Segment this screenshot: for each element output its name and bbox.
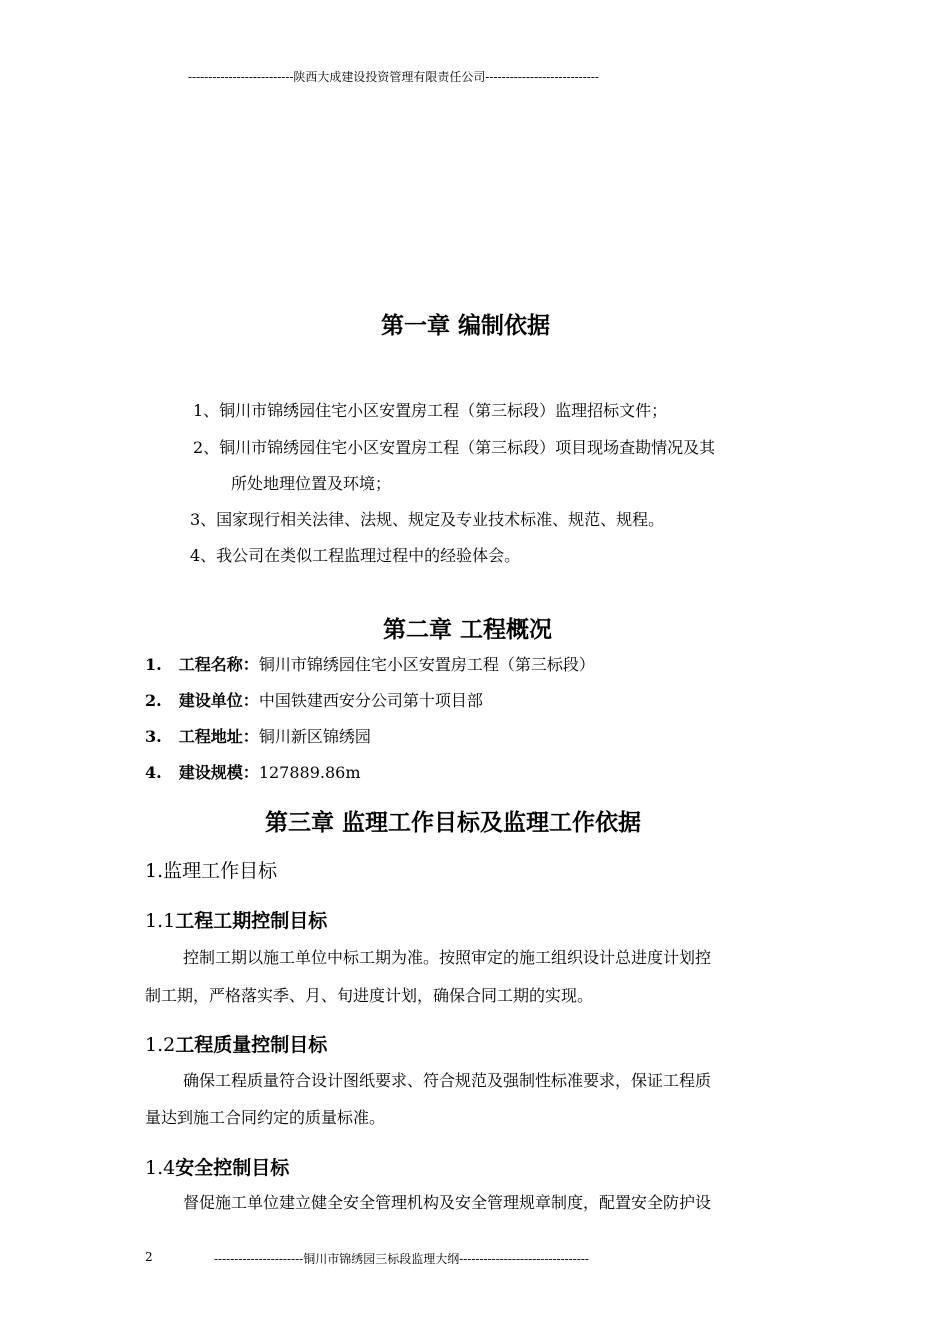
overview-number: 2.: [145, 691, 162, 710]
basis-item-1: 1、铜川市锦绣园住宅小区安置房工程（第三标段）监理招标文件；: [193, 401, 668, 420]
chapter-2-title: 第二章 工程概况: [383, 617, 553, 643]
section-1-number: 1.: [145, 860, 164, 882]
section-1-title: 监理工作目标: [163, 860, 278, 882]
overview-label: 工程地址：: [178, 727, 259, 746]
subsection-1-1-line-2: 制工期，严格落实季、月、旬进度计划，确保合同工期的实现。: [145, 986, 594, 1005]
chapter-1-title: 第一章 编制依据: [381, 313, 551, 339]
subsection-1-2-line-1: 确保工程质量符合设计图纸要求、符合规范及强制性标准要求，保证工程质: [183, 1071, 712, 1090]
page-footer: ----------------------铜川市锦绣园三标段监理大纲--------------------------------: [214, 1252, 589, 1266]
page-header: --------------------------陕西大成建设投资管理有限责任公司----------------------------: [188, 70, 599, 84]
subsection-1-2-heading: [145, 1030, 327, 1057]
overview-number: 1.: [145, 655, 162, 674]
overview-number: 3.: [145, 727, 162, 746]
chapter-3-title: 第三章 监理工作目标及监理工作依据: [265, 810, 642, 836]
overview-row: [145, 652, 595, 675]
overview-number: 4.: [145, 763, 162, 782]
basis-item-3: 3、国家现行相关法律、法规、规定及专业技术标准、规范、规程。: [190, 510, 665, 529]
overview-label: 建设单位：: [178, 691, 259, 710]
overview-value: 铜川市锦绣园住宅小区安置房工程（第三标段）: [258, 655, 595, 674]
subsection-1-1-heading: [145, 906, 327, 933]
basis-item-4: 4、我公司在类似工程监理过程中的经验体会。: [190, 546, 521, 565]
subsection-1-2-line-2: 量达到施工合同约定的质量标准。: [145, 1108, 386, 1127]
overview-value: 中国铁建西安分公司第十项目部: [258, 691, 483, 710]
overview-row: [145, 724, 371, 747]
overview-row: [145, 688, 483, 711]
subsection-1-2-title: 工程质量控制目标: [175, 1034, 328, 1056]
subsection-1-1-number: 1.1: [145, 910, 176, 932]
subsection-1-1-title: 工程工期控制目标: [175, 910, 328, 932]
subsection-1-2-number: 1.2: [145, 1034, 176, 1056]
overview-label: 建设规模：: [178, 763, 259, 782]
subsection-1-1-line-1: 控制工期以施工单位中标工期为准。按照审定的施工组织设计总进度计划控: [183, 948, 712, 967]
subsection-1-4-line-1: 督促施工单位建立健全安全管理机构及安全管理规章制度，配置安全防护设: [183, 1193, 712, 1212]
overview-value: 127889.86m: [258, 763, 361, 782]
section-1-heading: [145, 856, 277, 883]
subsection-1-4-heading: [145, 1153, 289, 1180]
subsection-1-4-number: 1.4: [145, 1157, 176, 1179]
basis-item-2: 2、铜川市锦绣园住宅小区安置房工程（第三标段）项目现场查勘情况及其: [193, 438, 716, 457]
page-number: 2: [145, 1250, 153, 1264]
subsection-1-4-title: 安全控制目标: [175, 1157, 290, 1179]
basis-item-2-continued: 所处地理位置及环境；: [231, 474, 392, 493]
overview-row: [145, 760, 361, 783]
overview-label: 工程名称：: [178, 655, 259, 674]
overview-value: 铜川新区锦绣园: [258, 727, 371, 746]
